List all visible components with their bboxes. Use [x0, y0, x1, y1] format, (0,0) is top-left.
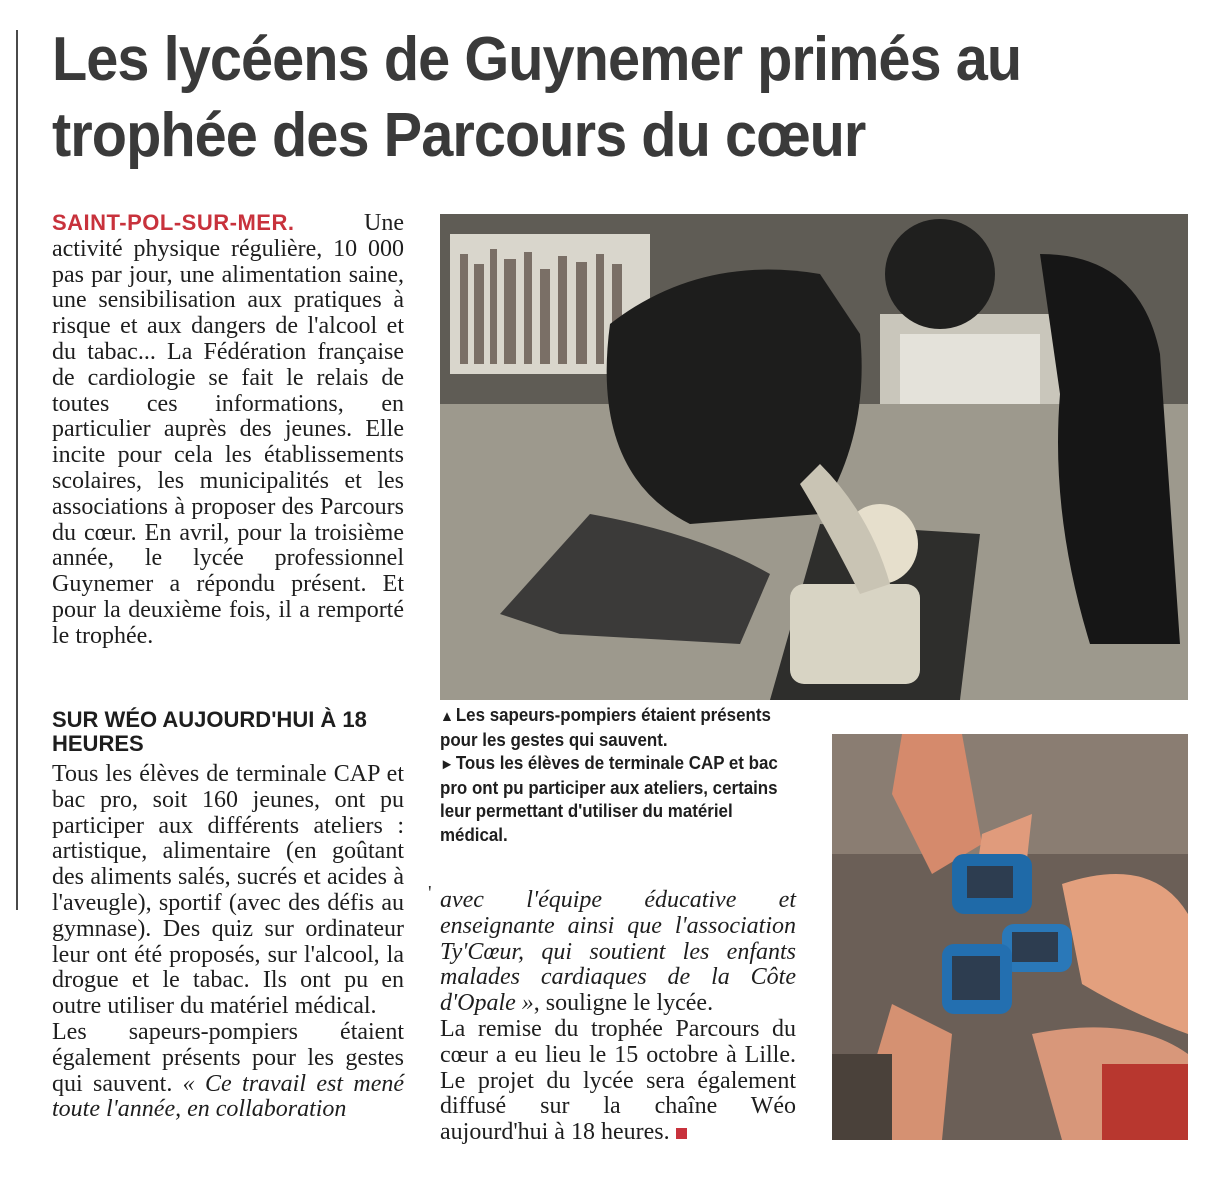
quote-paragraph [440, 888, 796, 1017]
caption-2-text: Tous les élèves de terminale CAP et bac pro ont pu participer aux ateliers, certains leur permettant d'utiliser du matériel médical. [440, 753, 778, 845]
quote-part-2: avec l'équipe éducative et enseignante ainsi que l'association Ty'Cœur, qui soutient les enfants malades cardiaques de la Côte d'Opale » [440, 887, 796, 1017]
body-paragraph-3 [440, 1017, 796, 1146]
column-tick: ' [428, 882, 432, 904]
subhead: SUR WÉO AUJOURD'HUI À 18 HEURES [52, 707, 367, 756]
intro-paragraph [52, 210, 404, 650]
photo-firefighters-cpr [440, 214, 1188, 700]
caption-2 [440, 752, 788, 847]
intro-text: Une activité physique régulière, 10 000 pas par jour, une alimentation saine, une sensibilisation aux pratiques à risque et aux dangers de l'alcool et du tabac... La Fédération française de cardiologie se fait le relais de toutes ces informations, en particulier auprès des jeunes. Elle incite pour cela les établissements scolaires, les municipalités et les associations à proposer des Parcours du cœur. En avril, pour la troisième année, le lycée professionnel Guynemer a répondu présent. Et pour la deuxième fois, il a remporté le trophée. [52, 210, 404, 649]
body-column-1 [52, 762, 404, 1123]
quote-part-1: « Ce travail est mené toute l'année, en collaboration [52, 1070, 404, 1123]
body-paragraph-2 [52, 1020, 404, 1123]
body-paragraph-2-text: Les sapeurs-pompiers étaient également présents pour les gestes qui sauvent. [52, 1018, 404, 1097]
caption-1 [440, 704, 788, 752]
triangle-right-icon: ► [440, 756, 454, 773]
quote-attribution: , souligne le lycée. [533, 990, 714, 1017]
triangle-up-icon: ▲ [440, 708, 454, 725]
photo-captions [440, 704, 788, 847]
photo-medical-equipment-image [832, 734, 1188, 1140]
photo-firefighters-cpr-image [440, 214, 1188, 700]
dateline: SAINT-POL-SUR-MER. [52, 210, 295, 235]
headline: Les lycéens de Guynemer primés au trophée des Parcours du cœur [52, 25, 1022, 170]
photo-medical-equipment [832, 734, 1188, 1140]
body-paragraph-1: Tous les élèves de terminale CAP et bac pro, soit 160 jeunes, ont pu participer aux différents ateliers : artistique, alimentaire (en goûtant des aliments salés, sucrés et acides à l'aveugle), sportif (avec des défis au gymnase). Des quiz sur ordinateur leur ont été proposés, sur l'alcool, la drogue et le tabac. Ils ont pu en outre utiliser du matériel médical. [52, 761, 404, 1020]
body-column-2 [440, 888, 796, 1146]
caption-1-text: Les sapeurs-pompiers étaient présents pour les gestes qui sauvent. [440, 705, 771, 750]
end-square-icon [676, 1128, 687, 1139]
body-paragraph-3-text: La remise du trophée Parcours du cœur a eu lieu le 15 octobre à Lille. Le projet du lycée sera également diffusé sur la chaîne Wéo aujourd'hui à 18 heures. [440, 1015, 796, 1146]
column-rule [16, 30, 18, 910]
